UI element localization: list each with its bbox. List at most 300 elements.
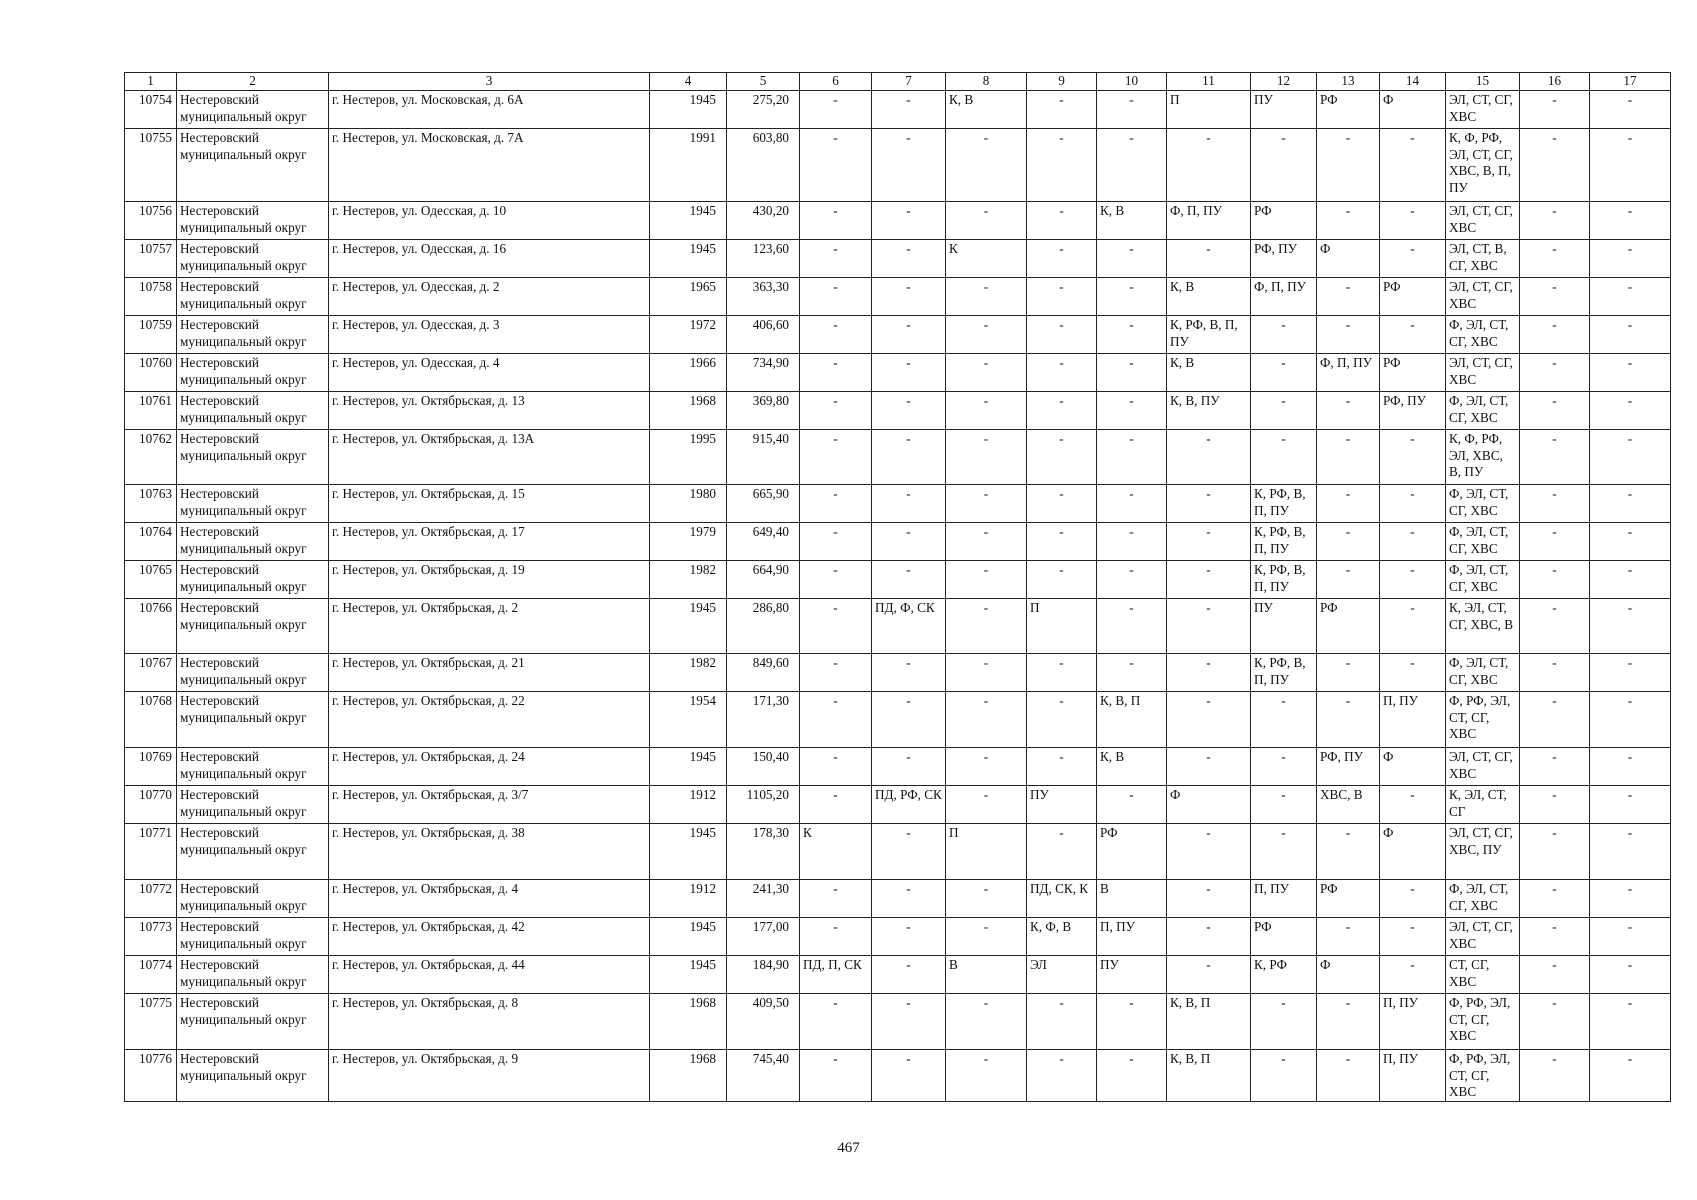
table-cell-col-6: - <box>800 918 872 956</box>
table-cell-col-4: 1945 <box>650 748 727 786</box>
table-cell-col-16: - <box>1520 278 1590 316</box>
table-cell-col-7: - <box>872 316 946 354</box>
table-cell-col-17: - <box>1590 278 1671 316</box>
table-cell-col-10: К, В <box>1097 202 1167 240</box>
table-cell-col-1: 10775 <box>125 994 177 1050</box>
table-cell-col-5: 123,60 <box>727 240 800 278</box>
table-cell-col-13: - <box>1317 561 1380 599</box>
table-cell-col-15: К, Ф, РФ, ЭЛ, СТ, СГ, ХВС, В, П, ПУ <box>1446 129 1520 202</box>
table-cell-col-8: - <box>946 430 1027 485</box>
table-cell-col-13: - <box>1317 654 1380 692</box>
table-cell-col-12: - <box>1251 430 1317 485</box>
table-cell-col-11: К, В, ПУ <box>1167 392 1251 430</box>
table-cell-col-16: - <box>1520 692 1590 748</box>
table-cell-col-12: - <box>1251 748 1317 786</box>
table-cell-col-3: г. Нестеров, ул. Октябрьская, д. 2 <box>329 599 650 654</box>
column-header-10: 10 <box>1097 73 1167 91</box>
table-cell-col-2: Нестеровский муниципальный округ <box>177 430 329 485</box>
table-cell-col-2: Нестеровский муниципальный округ <box>177 880 329 918</box>
table-cell-col-3: г. Нестеров, ул. Октябрьская, д. 13А <box>329 430 650 485</box>
table-cell-col-14: - <box>1380 523 1446 561</box>
column-header-16: 16 <box>1520 73 1590 91</box>
table-cell-col-7: - <box>872 1050 946 1102</box>
table-cell-col-13: - <box>1317 994 1380 1050</box>
table-cell-col-2: Нестеровский муниципальный округ <box>177 316 329 354</box>
table-cell-col-15: Ф, ЭЛ, СТ, СГ, ХВС <box>1446 880 1520 918</box>
table-cell-col-13: - <box>1317 918 1380 956</box>
table-cell-col-1: 10774 <box>125 956 177 994</box>
table-cell-col-8: - <box>946 316 1027 354</box>
table-cell-col-7: - <box>872 278 946 316</box>
table-cell-col-17: - <box>1590 240 1671 278</box>
table-cell-col-12: - <box>1251 392 1317 430</box>
table-cell-col-14: РФ, ПУ <box>1380 392 1446 430</box>
column-header-1: 1 <box>125 73 177 91</box>
table-cell-col-3: г. Нестеров, ул. Октябрьская, д. 19 <box>329 561 650 599</box>
table-cell-col-5: 1105,20 <box>727 786 800 824</box>
table-cell-col-1: 10771 <box>125 824 177 880</box>
table-cell-col-7: - <box>872 430 946 485</box>
table-cell-col-10: - <box>1097 278 1167 316</box>
table-cell-col-10: - <box>1097 786 1167 824</box>
table-cell-col-13: ХВС, В <box>1317 786 1380 824</box>
table-cell-col-7: ПД, РФ, СК <box>872 786 946 824</box>
table-cell-col-16: - <box>1520 561 1590 599</box>
table-cell-col-10: - <box>1097 240 1167 278</box>
table-cell-col-11: - <box>1167 430 1251 485</box>
table-cell-col-7: - <box>872 994 946 1050</box>
table-cell-col-11: - <box>1167 748 1251 786</box>
table-cell-col-1: 10761 <box>125 392 177 430</box>
table-cell-col-4: 1979 <box>650 523 727 561</box>
table-cell-col-4: 1980 <box>650 485 727 523</box>
table-cell-col-9: - <box>1027 316 1097 354</box>
table-cell-col-10: ПУ <box>1097 956 1167 994</box>
table-row <box>125 561 1671 599</box>
table-cell-col-8: - <box>946 599 1027 654</box>
table-cell-col-7: - <box>872 561 946 599</box>
table-cell-col-12: К, РФ, В, П, ПУ <box>1251 654 1317 692</box>
table-cell-col-1: 10759 <box>125 316 177 354</box>
column-number-header-row <box>125 73 1671 91</box>
column-header-12: 12 <box>1251 73 1317 91</box>
table-cell-col-5: 369,80 <box>727 392 800 430</box>
table-cell-col-6: - <box>800 599 872 654</box>
table-row <box>125 278 1671 316</box>
table-cell-col-12: К, РФ, В, П, ПУ <box>1251 485 1317 523</box>
column-header-15: 15 <box>1446 73 1520 91</box>
table-cell-col-13: РФ, ПУ <box>1317 748 1380 786</box>
table-cell-col-3: г. Нестеров, ул. Октябрьская, д. 8 <box>329 994 650 1050</box>
table-cell-col-13: РФ <box>1317 880 1380 918</box>
table-cell-col-16: - <box>1520 316 1590 354</box>
table-cell-col-2: Нестеровский муниципальный округ <box>177 129 329 202</box>
table-cell-col-16: - <box>1520 654 1590 692</box>
table-cell-col-15: Ф, ЭЛ, СТ, СГ, ХВС <box>1446 523 1520 561</box>
table-cell-col-6: - <box>800 278 872 316</box>
table-cell-col-10: К, В, П <box>1097 692 1167 748</box>
table-cell-col-6: - <box>800 392 872 430</box>
table-cell-col-12: РФ, ПУ <box>1251 240 1317 278</box>
table-cell-col-16: - <box>1520 880 1590 918</box>
table-cell-col-14: - <box>1380 316 1446 354</box>
table-cell-col-12: - <box>1251 994 1317 1050</box>
table-cell-col-16: - <box>1520 599 1590 654</box>
table-cell-col-5: 603,80 <box>727 129 800 202</box>
table-cell-col-9: - <box>1027 129 1097 202</box>
table-cell-col-14: Ф <box>1380 748 1446 786</box>
table-cell-col-4: 1945 <box>650 599 727 654</box>
table-cell-col-1: 10756 <box>125 202 177 240</box>
table-cell-col-5: 184,90 <box>727 956 800 994</box>
table-cell-col-4: 1945 <box>650 918 727 956</box>
table-cell-col-10: - <box>1097 654 1167 692</box>
table-cell-col-8: - <box>946 392 1027 430</box>
table-row <box>125 392 1671 430</box>
table-cell-col-14: П, ПУ <box>1380 994 1446 1050</box>
table-row <box>125 956 1671 994</box>
table-cell-col-4: 1982 <box>650 561 727 599</box>
table-cell-col-6: - <box>800 240 872 278</box>
table-cell-col-11: К, В, П <box>1167 994 1251 1050</box>
table-cell-col-7: - <box>872 392 946 430</box>
table-cell-col-4: 1945 <box>650 91 727 129</box>
table-cell-col-6: - <box>800 994 872 1050</box>
table-cell-col-7: - <box>872 202 946 240</box>
table-cell-col-5: 150,40 <box>727 748 800 786</box>
table-cell-col-16: - <box>1520 994 1590 1050</box>
table-cell-col-5: 275,20 <box>727 91 800 129</box>
table-cell-col-11: - <box>1167 692 1251 748</box>
table-cell-col-5: 665,90 <box>727 485 800 523</box>
table-cell-col-16: - <box>1520 748 1590 786</box>
table-cell-col-17: - <box>1590 354 1671 392</box>
table-cell-col-14: - <box>1380 485 1446 523</box>
table-cell-col-3: г. Нестеров, ул. Октябрьская, д. 44 <box>329 956 650 994</box>
table-cell-col-6: - <box>800 748 872 786</box>
table-cell-col-17: - <box>1590 824 1671 880</box>
table-cell-col-10: - <box>1097 523 1167 561</box>
table-cell-col-16: - <box>1520 918 1590 956</box>
table-cell-col-3: г. Нестеров, ул. Одесская, д. 10 <box>329 202 650 240</box>
table-cell-col-3: г. Нестеров, ул. Одесская, д. 4 <box>329 354 650 392</box>
table-cell-col-9: - <box>1027 1050 1097 1102</box>
table-cell-col-5: 649,40 <box>727 523 800 561</box>
table-cell-col-9: - <box>1027 824 1097 880</box>
table-cell-col-5: 915,40 <box>727 430 800 485</box>
table-cell-col-15: Ф, РФ, ЭЛ, СТ, СГ, ХВС <box>1446 692 1520 748</box>
table-cell-col-13: - <box>1317 392 1380 430</box>
table-cell-col-1: 10772 <box>125 880 177 918</box>
table-cell-col-16: - <box>1520 202 1590 240</box>
table-cell-col-14: - <box>1380 880 1446 918</box>
table-cell-col-10: - <box>1097 485 1167 523</box>
table-cell-col-1: 10754 <box>125 91 177 129</box>
table-cell-col-2: Нестеровский муниципальный округ <box>177 354 329 392</box>
table-cell-col-10: - <box>1097 129 1167 202</box>
table-cell-col-7: - <box>872 824 946 880</box>
table-cell-col-8: - <box>946 880 1027 918</box>
table-cell-col-1: 10773 <box>125 918 177 956</box>
table-cell-col-2: Нестеровский муниципальный округ <box>177 1050 329 1102</box>
table-cell-col-3: г. Нестеров, ул. Октябрьская, д. 17 <box>329 523 650 561</box>
table-cell-col-3: г. Нестеров, ул. Октябрьская, д. 22 <box>329 692 650 748</box>
table-cell-col-12: Ф, П, ПУ <box>1251 278 1317 316</box>
table-cell-col-9: - <box>1027 354 1097 392</box>
table-cell-col-4: 1982 <box>650 654 727 692</box>
column-header-8: 8 <box>946 73 1027 91</box>
table-cell-col-11: - <box>1167 599 1251 654</box>
table-cell-col-17: - <box>1590 880 1671 918</box>
table-cell-col-5: 406,60 <box>727 316 800 354</box>
table-cell-col-1: 10765 <box>125 561 177 599</box>
table-cell-col-9: - <box>1027 278 1097 316</box>
table-cell-col-8: - <box>946 692 1027 748</box>
table-cell-col-1: 10770 <box>125 786 177 824</box>
table-cell-col-9: - <box>1027 692 1097 748</box>
table-cell-col-3: г. Нестеров, ул. Московская, д. 7А <box>329 129 650 202</box>
table-cell-col-3: г. Нестеров, ул. Октябрьская, д. 38 <box>329 824 650 880</box>
table-cell-col-6: - <box>800 654 872 692</box>
table-cell-col-13: - <box>1317 692 1380 748</box>
table-cell-col-5: 664,90 <box>727 561 800 599</box>
table-cell-col-6: - <box>800 561 872 599</box>
table-cell-col-8: К, В <box>946 91 1027 129</box>
table-cell-col-5: 178,30 <box>727 824 800 880</box>
table-cell-col-11: Ф, П, ПУ <box>1167 202 1251 240</box>
table-cell-col-2: Нестеровский муниципальный округ <box>177 956 329 994</box>
table-cell-col-3: г. Нестеров, ул. Октябрьская, д. 15 <box>329 485 650 523</box>
table-cell-col-8: - <box>946 561 1027 599</box>
table-cell-col-11: - <box>1167 824 1251 880</box>
table-cell-col-15: К, ЭЛ, СТ, СГ <box>1446 786 1520 824</box>
table-cell-col-16: - <box>1520 129 1590 202</box>
table-cell-col-7: ПД, Ф, СК <box>872 599 946 654</box>
table-cell-col-14: - <box>1380 202 1446 240</box>
table-cell-col-16: - <box>1520 91 1590 129</box>
table-cell-col-6: - <box>800 129 872 202</box>
table-cell-col-1: 10764 <box>125 523 177 561</box>
table-cell-col-2: Нестеровский муниципальный округ <box>177 392 329 430</box>
table-cell-col-5: 849,60 <box>727 654 800 692</box>
table-cell-col-8: - <box>946 129 1027 202</box>
table-cell-col-10: - <box>1097 430 1167 485</box>
table-cell-col-9: ПУ <box>1027 786 1097 824</box>
table-cell-col-10: - <box>1097 354 1167 392</box>
table-cell-col-13: - <box>1317 1050 1380 1102</box>
table-cell-col-3: г. Нестеров, ул. Октябрьская, д. 42 <box>329 918 650 956</box>
table-cell-col-12: К, РФ, В, П, ПУ <box>1251 523 1317 561</box>
table-cell-col-13: - <box>1317 523 1380 561</box>
table-cell-col-14: - <box>1380 561 1446 599</box>
table-cell-col-12: К, РФ <box>1251 956 1317 994</box>
table-cell-col-2: Нестеровский муниципальный округ <box>177 994 329 1050</box>
table-cell-col-10: - <box>1097 1050 1167 1102</box>
table-cell-col-12: РФ <box>1251 202 1317 240</box>
table-cell-col-10: - <box>1097 561 1167 599</box>
table-cell-col-6: - <box>800 354 872 392</box>
table-cell-col-17: - <box>1590 786 1671 824</box>
table-cell-col-7: - <box>872 523 946 561</box>
table-cell-col-14: - <box>1380 599 1446 654</box>
table-cell-col-8: В <box>946 956 1027 994</box>
table-cell-col-7: - <box>872 129 946 202</box>
table-cell-col-14: - <box>1380 918 1446 956</box>
table-cell-col-17: - <box>1590 918 1671 956</box>
table-cell-col-13: - <box>1317 430 1380 485</box>
table-row <box>125 824 1671 880</box>
table-cell-col-3: г. Нестеров, ул. Октябрьская, д. 21 <box>329 654 650 692</box>
table-cell-col-11: П <box>1167 91 1251 129</box>
table-cell-col-10: - <box>1097 599 1167 654</box>
table-cell-col-13: - <box>1317 316 1380 354</box>
table-cell-col-7: - <box>872 485 946 523</box>
table-row <box>125 786 1671 824</box>
table-cell-col-15: Ф, ЭЛ, СТ, СГ, ХВС <box>1446 392 1520 430</box>
table-cell-col-3: г. Нестеров, ул. Одесская, д. 2 <box>329 278 650 316</box>
table-cell-col-16: - <box>1520 523 1590 561</box>
table-cell-col-6: - <box>800 880 872 918</box>
table-cell-col-1: 10757 <box>125 240 177 278</box>
table-cell-col-15: ЭЛ, СТ, СГ, ХВС <box>1446 202 1520 240</box>
table-cell-col-2: Нестеровский муниципальный округ <box>177 485 329 523</box>
table-cell-col-16: - <box>1520 240 1590 278</box>
table-cell-col-16: - <box>1520 956 1590 994</box>
table-cell-col-4: 1972 <box>650 316 727 354</box>
table-cell-col-11: Ф <box>1167 786 1251 824</box>
table-cell-col-9: - <box>1027 392 1097 430</box>
table-cell-col-3: г. Нестеров, ул. Октябрьская, д. 13 <box>329 392 650 430</box>
table-cell-col-9: ПД, СК, К <box>1027 880 1097 918</box>
table-cell-col-13: - <box>1317 278 1380 316</box>
table-cell-col-8: - <box>946 202 1027 240</box>
table-cell-col-9: - <box>1027 91 1097 129</box>
table-cell-col-8: П <box>946 824 1027 880</box>
table-cell-col-16: - <box>1520 786 1590 824</box>
table-cell-col-2: Нестеровский муниципальный округ <box>177 654 329 692</box>
table-row <box>125 1050 1671 1102</box>
table-row <box>125 748 1671 786</box>
table-cell-col-2: Нестеровский муниципальный округ <box>177 561 329 599</box>
table-cell-col-6: ПД, П, СК <box>800 956 872 994</box>
table-cell-col-6: - <box>800 202 872 240</box>
column-header-5: 5 <box>727 73 800 91</box>
table-cell-col-5: 241,30 <box>727 880 800 918</box>
table-cell-col-14: П, ПУ <box>1380 1050 1446 1102</box>
table-row <box>125 240 1671 278</box>
column-header-9: 9 <box>1027 73 1097 91</box>
table-cell-col-5: 409,50 <box>727 994 800 1050</box>
table-cell-col-7: - <box>872 748 946 786</box>
table-cell-col-1: 10762 <box>125 430 177 485</box>
table-cell-col-12: - <box>1251 316 1317 354</box>
table-cell-col-10: К, В <box>1097 748 1167 786</box>
table-cell-col-12: ПУ <box>1251 91 1317 129</box>
table-cell-col-16: - <box>1520 392 1590 430</box>
table-cell-col-11: - <box>1167 880 1251 918</box>
table-cell-col-4: 1965 <box>650 278 727 316</box>
table-cell-col-8: - <box>946 918 1027 956</box>
table-cell-col-13: РФ <box>1317 91 1380 129</box>
table-cell-col-15: Ф, ЭЛ, СТ, СГ, ХВС <box>1446 654 1520 692</box>
table-cell-col-1: 10776 <box>125 1050 177 1102</box>
table-cell-col-11: - <box>1167 956 1251 994</box>
table-cell-col-9: - <box>1027 430 1097 485</box>
table-cell-col-4: 1945 <box>650 240 727 278</box>
table-cell-col-15: Ф, ЭЛ, СТ, СГ, ХВС <box>1446 316 1520 354</box>
table-cell-col-9: ЭЛ <box>1027 956 1097 994</box>
table-cell-col-6: - <box>800 91 872 129</box>
table-cell-col-12: ПУ <box>1251 599 1317 654</box>
table-cell-col-12: - <box>1251 692 1317 748</box>
table-cell-col-11: - <box>1167 240 1251 278</box>
table-cell-col-14: - <box>1380 430 1446 485</box>
table-cell-col-14: - <box>1380 956 1446 994</box>
table-cell-col-10: РФ <box>1097 824 1167 880</box>
table-cell-col-4: 1912 <box>650 880 727 918</box>
table-cell-col-8: К <box>946 240 1027 278</box>
table-cell-col-15: ЭЛ, СТ, СГ, ХВС <box>1446 278 1520 316</box>
table-cell-col-7: - <box>872 240 946 278</box>
table-cell-col-5: 286,80 <box>727 599 800 654</box>
table-cell-col-4: 1968 <box>650 392 727 430</box>
table-cell-col-6: - <box>800 692 872 748</box>
table-cell-col-5: 171,30 <box>727 692 800 748</box>
table-cell-col-7: - <box>872 918 946 956</box>
table-cell-col-1: 10763 <box>125 485 177 523</box>
table-cell-col-17: - <box>1590 202 1671 240</box>
table-cell-col-4: 1995 <box>650 430 727 485</box>
table-cell-col-12: - <box>1251 824 1317 880</box>
table-cell-col-12: К, РФ, В, П, ПУ <box>1251 561 1317 599</box>
table-cell-col-3: г. Нестеров, ул. Октябрьская, д. 3/7 <box>329 786 650 824</box>
table-cell-col-7: - <box>872 956 946 994</box>
table-cell-col-8: - <box>946 354 1027 392</box>
column-header-6: 6 <box>800 73 872 91</box>
table-cell-col-7: - <box>872 354 946 392</box>
table-cell-col-11: - <box>1167 654 1251 692</box>
table-cell-col-14: - <box>1380 654 1446 692</box>
table-cell-col-14: - <box>1380 786 1446 824</box>
table-cell-col-17: - <box>1590 654 1671 692</box>
table-cell-col-5: 363,30 <box>727 278 800 316</box>
table-cell-col-15: К, Ф, РФ, ЭЛ, ХВС, В, ПУ <box>1446 430 1520 485</box>
table-cell-col-15: Ф, РФ, ЭЛ, СТ, СГ, ХВС <box>1446 994 1520 1050</box>
table-cell-col-13: - <box>1317 202 1380 240</box>
table-cell-col-3: г. Нестеров, ул. Одесская, д. 3 <box>329 316 650 354</box>
table-cell-col-17: - <box>1590 523 1671 561</box>
column-header-2: 2 <box>177 73 329 91</box>
table-cell-col-2: Нестеровский муниципальный округ <box>177 918 329 956</box>
table-row <box>125 692 1671 748</box>
table-cell-col-17: - <box>1590 392 1671 430</box>
table-cell-col-10: В <box>1097 880 1167 918</box>
table-row <box>125 202 1671 240</box>
table-cell-col-7: - <box>872 880 946 918</box>
table-cell-col-2: Нестеровский муниципальный округ <box>177 202 329 240</box>
table-cell-col-9: - <box>1027 202 1097 240</box>
table-cell-col-7: - <box>872 692 946 748</box>
table-cell-col-14: Ф <box>1380 824 1446 880</box>
table-cell-col-4: 1968 <box>650 1050 727 1102</box>
table-cell-col-3: г. Нестеров, ул. Октябрьская, д. 24 <box>329 748 650 786</box>
table-row <box>125 91 1671 129</box>
table-row <box>125 316 1671 354</box>
table-cell-col-11: - <box>1167 129 1251 202</box>
table-cell-col-9: - <box>1027 523 1097 561</box>
table-cell-col-2: Нестеровский муниципальный округ <box>177 91 329 129</box>
table-cell-col-1: 10755 <box>125 129 177 202</box>
